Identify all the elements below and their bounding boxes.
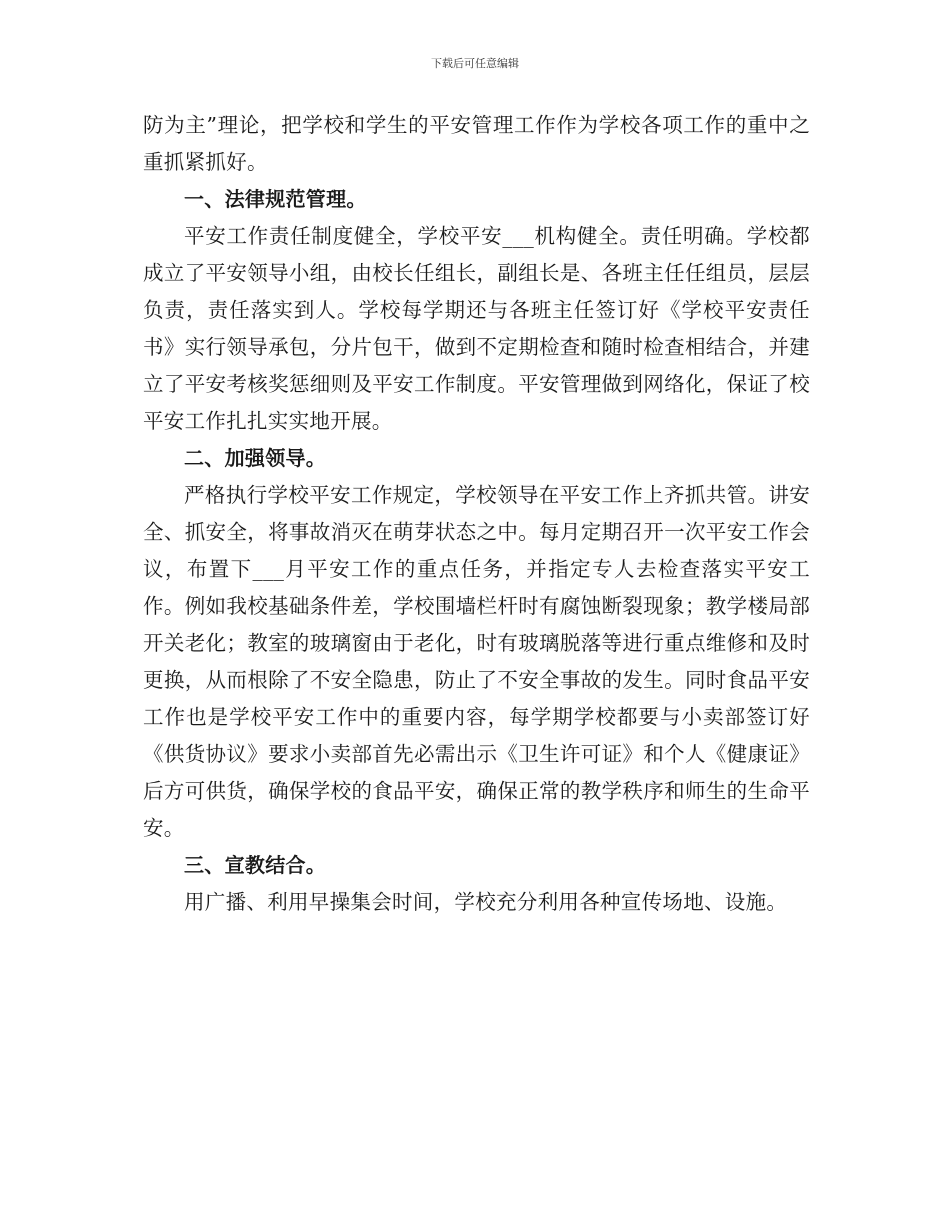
paragraph-leadership: 严格执行学校平安工作规定，学校领导在平安工作上齐抓共管。讲安全、抓安全，将事故消灭在萌芽状态之中。每月定期召开一次平安工作会议，布置下___月平安工作的重点任务，并指定专人去检查落实平安工作。例如我校基础条件差，学校围墙栏杆时有腐蚀断裂现象；教学楼局部开关老化；教室的玻璃窗由于老化，时有玻璃脱落等进行重点维修和及时更换，从而根除了不安全隐患，防止了不安全事故的发生。同时食品平安工作也是学校平安工作中的重要内容，每学期学校都要与小卖部签订好《供货协议》要求小卖部首先必需出示《卫生许可证》和个人《健康证》后方可供货，确保学校的食品平安，确保正常的教学秩序和师生的生命平安。: [143, 483, 810, 840]
paragraph-intro: 防为主”理论，把学校和学生的平安管理工作作为学校各项工作的重中之重抓紧抓好。: [143, 113, 810, 174]
paragraph-education: 用广播、利用早操集会时间，学校充分利用各种宣传场地、设施。: [184, 890, 788, 914]
paragraph-legal-management: 平安工作责任制度健全，学校平安___机构健全。责任明确。学校都成立了平安领导小组，由校长任组长，副组长是、各班主任任组员，层层负责，责任落实到人。学校每学期还与各班主任签订好《学校平安责任书》实行领导承包，分片包干，做到不定期检查和随时检查相结合，并建立了平安考核奖惩细则及平安工作制度。平安管理做到网络化，保证了校平安工作扎扎实实地开展。: [143, 224, 810, 433]
header-note: 下载后可任意编辑: [431, 57, 519, 70]
section-heading-education: 三、宣教结合。: [184, 853, 327, 877]
section-heading-leadership: 二、加强领导。: [184, 446, 327, 470]
document-body: [143, 107, 810, 921]
section-heading-legal-management: 一、法律规范管理。: [184, 187, 367, 211]
